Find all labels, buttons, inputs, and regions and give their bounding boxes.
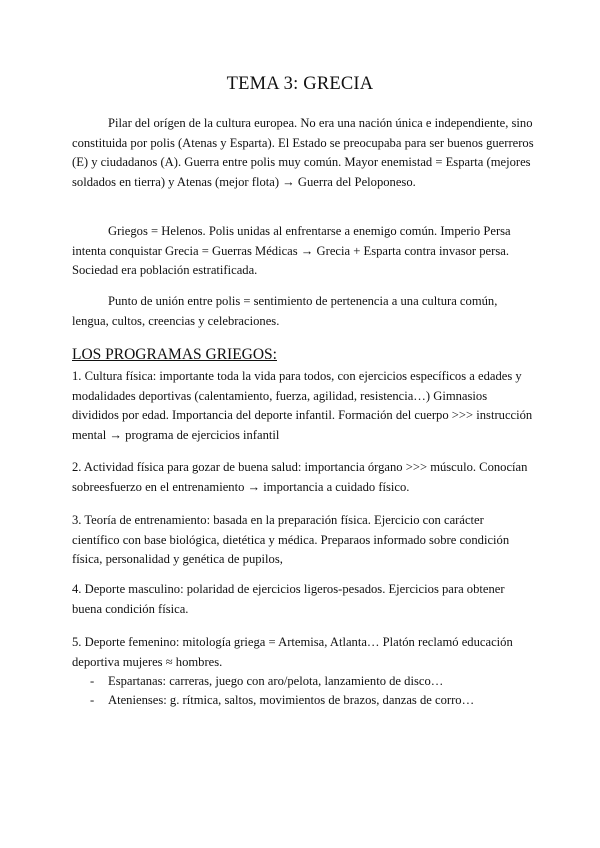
list-item xyxy=(90,672,540,691)
intro-text-3: Punto de unión entre polis = sentimiento de pertenencia a una cultura común, lengua, cultos, creencias y celebraciones. xyxy=(72,294,498,328)
list-item xyxy=(90,691,540,710)
bullet-list xyxy=(90,672,540,710)
program-item-3: 3. Teoría de entrenamiento: basada en la preparación física. Ejercicio con carácter científico con base biológica, dietética y médica. Preparaos informado sobre condición física, personalidad y genética de pupilos, xyxy=(72,513,510,566)
bullet-text: Espartanas: carreras, juego con aro/pelota, lanzamiento de disco… xyxy=(108,674,444,688)
program-item-4: 4. Deporte masculino: polaridad de ejercicios ligeros-pesados. Ejercicios para obtener buena condición física. xyxy=(72,582,505,616)
bullet-text: Atenienses: g. rítmica, saltos, movimientos de brazos, danzas de corro… xyxy=(108,693,475,707)
program-item-2: 2. Actividad física para gozar de buena salud: importancia órgano >>> músculo. Conocían sobreesfuerzo en el entrenamiento → importancia a cuidado físico. xyxy=(72,460,528,494)
intro-text-1: Pilar del orígen de la cultura europea. No era una nación única e independiente, sino constituida por polis (Atenas y Esparta). El Estado se preocupaba para ser buenos guerreros (E) y ciudadanos (A). Guerra entre polis muy común. Mayor enemistad = Esparta (mejores soldados en tierra) y Atenas (mejor flota) → Guerra del Peloponeso. xyxy=(72,116,534,189)
page-title: TEMA 3: GRECIA xyxy=(226,74,374,94)
intro-paragraph-1 xyxy=(72,114,534,192)
program-item-5: 5. Deporte femenino: mitología griega = Artemisa, Atlanta… Platón reclamó educación deportiva mujeres ≈ hombres. xyxy=(72,635,513,669)
intro-paragraph-3 xyxy=(72,292,534,331)
program-item-1: 1. Cultura física: importante toda la vida para todos, con ejercicios específicos a edades y modalidades deportivas (calentamiento, fuerza, agilidad, resistencia…) Gimnasios divididos por edad. Importancia del deporte infantil. Formación del cuerpo >>> instrucción mental → programa de ejercicios infantil xyxy=(72,369,533,442)
section-heading: LOS PROGRAMAS GRIEGOS: xyxy=(72,346,277,363)
dash-bullet: - xyxy=(90,693,95,707)
dash-bullet: - xyxy=(90,674,95,688)
intro-text-2: Griegos = Helenos. Polis unidas al enfrentarse a enemigo común. Imperio Persa intenta conquistar Grecia = Guerras Médicas → Grecia + Esparta contra invasor persa. Sociedad era población estratificada. xyxy=(72,224,511,277)
intro-paragraph-2 xyxy=(72,222,534,281)
